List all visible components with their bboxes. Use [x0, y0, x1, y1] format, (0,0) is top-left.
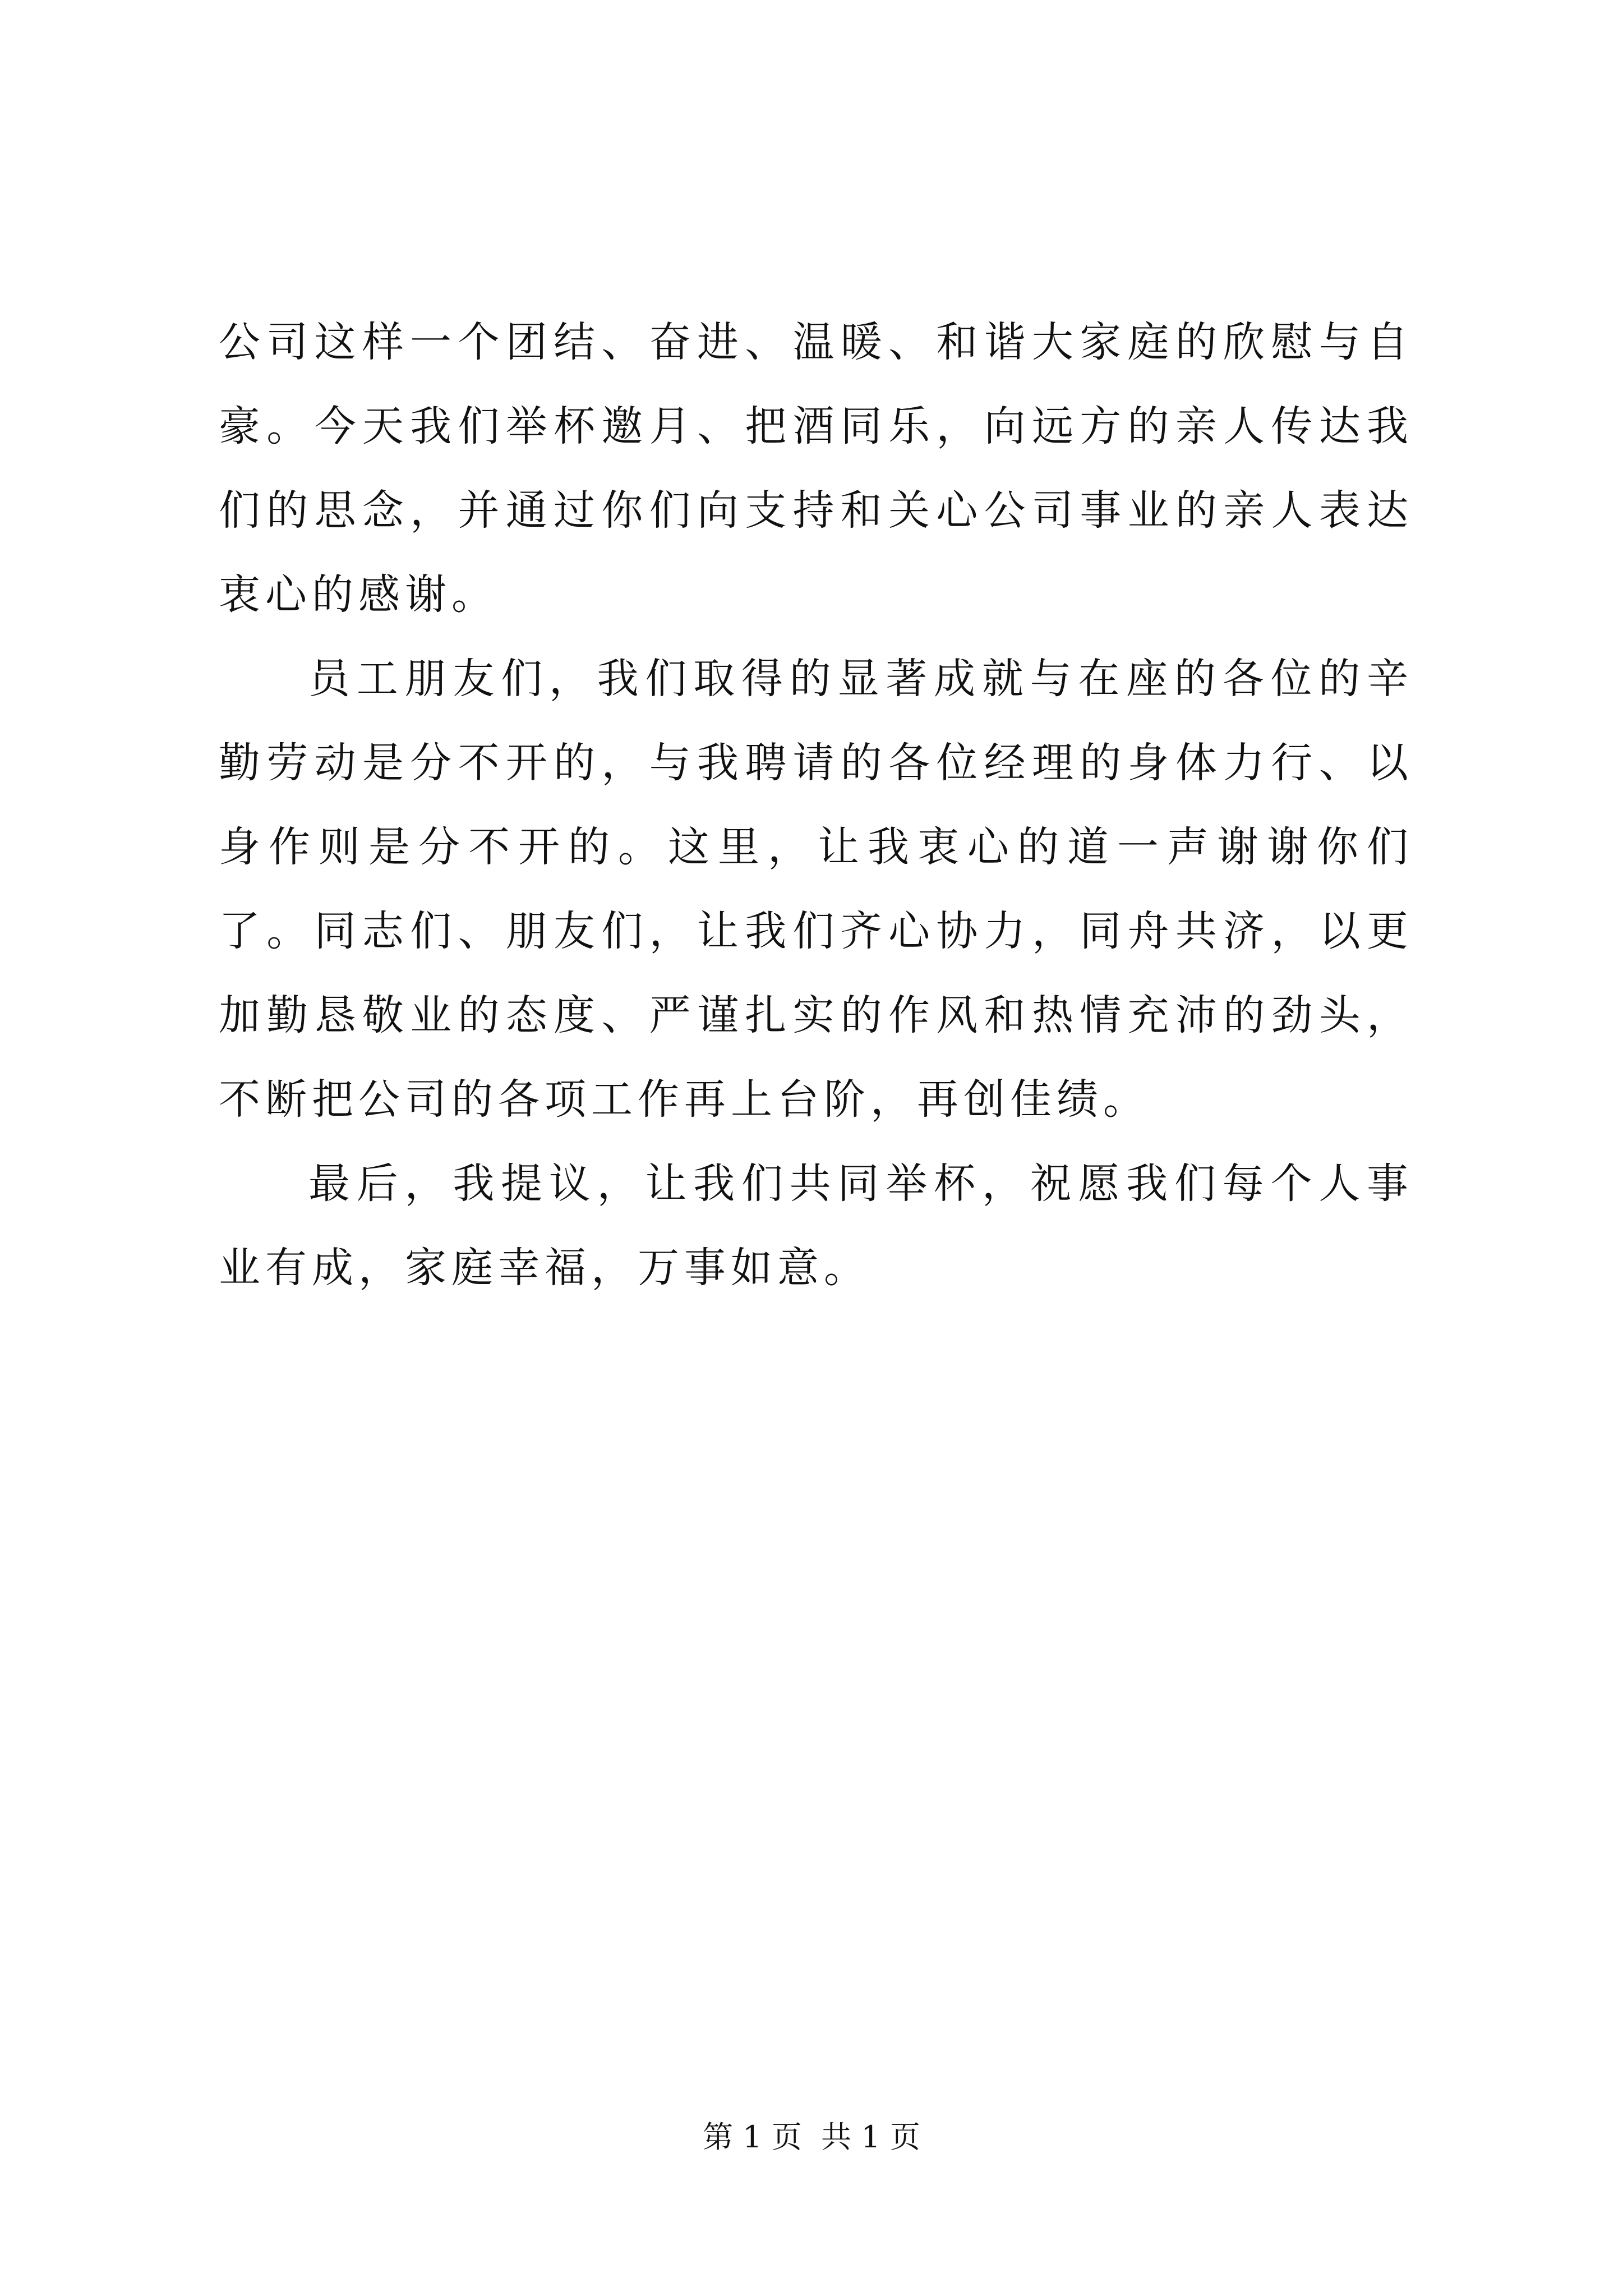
paragraph-2: 员工朋友们，我们取得的显著成就与在座的各位的辛勤劳动是分不开的，与我聘请的各位经理的身体力行、以身作则是分不开的。这里，让我衷心的道一声谢谢你们了。同志们、朋友们，让我们齐心协力，同舟共济，以更加勤恳敬业的态度、严谨扎实的作风和热情充沛的劲头，不断把公司的各项工作再上台阶，再创佳绩。: [219, 655, 1413, 1124]
page-footer: [0, 2118, 1623, 2157]
page-number-label: 第 1 页 共 1 页: [703, 2119, 920, 2155]
document-body: [219, 300, 1413, 1310]
paragraph-1: 公司这样一个团结、奋进、温暖、和谐大家庭的欣慰与自豪。今天我们举杯邀月、把酒同乐，向远方的亲人传达我们的思念，并通过你们向支持和关心公司事业的亲人表达衷心的感谢。: [219, 318, 1413, 619]
paragraph-3: 最后，我提议，让我们共同举杯，祝愿我们每个人事业有成，家庭幸福，万事如意。: [219, 1159, 1413, 1292]
